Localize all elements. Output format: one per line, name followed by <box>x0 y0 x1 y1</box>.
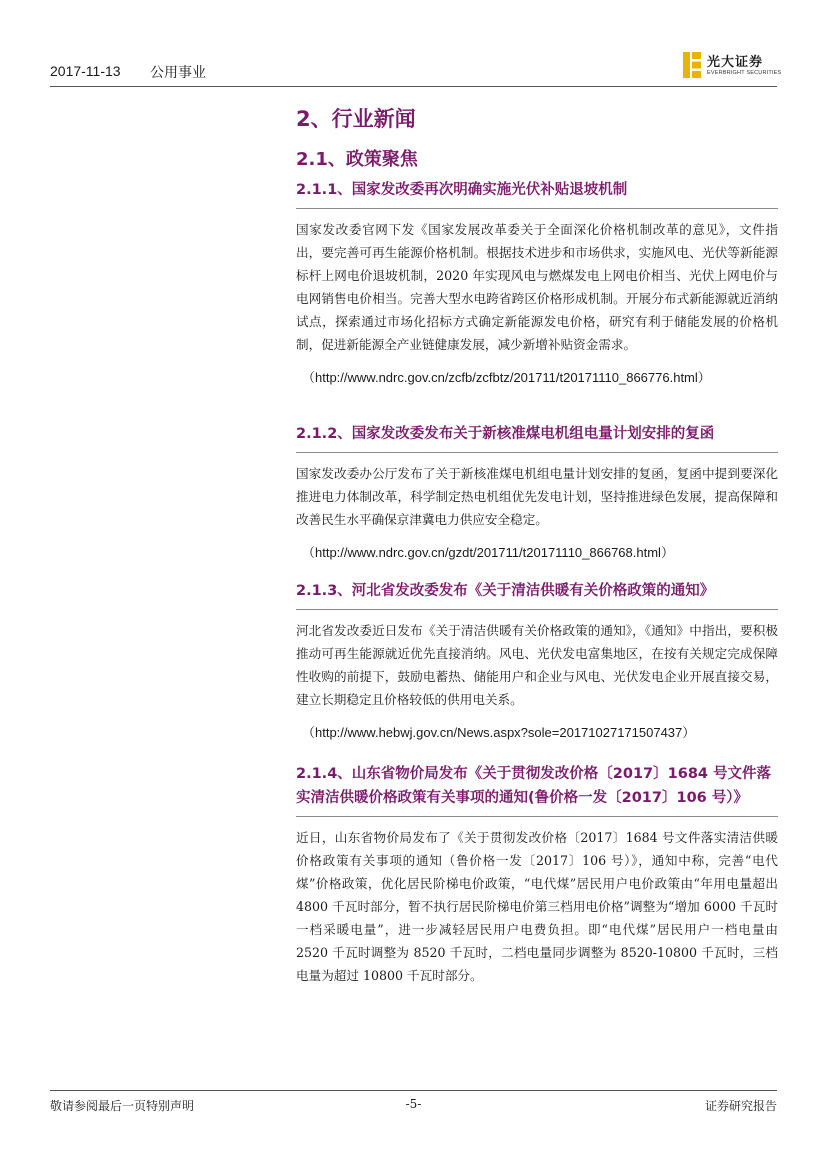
news-title: 2.1.2、国家发改委发布关于新核准煤电机组电量计划安排的复函 <box>296 426 715 442</box>
news-section-1 <box>296 178 778 388</box>
news-title: 2.1.4、山东省物价局发布《关于贯彻发改价格〔2017〕1684 号文件落实清洁供暖价格政策有关事项的通知(鲁价格一发〔2017〕106 号）》 <box>296 766 772 806</box>
news-section-4 <box>296 762 778 987</box>
section-headings <box>296 100 778 173</box>
news-body: 近日，山东省物价局发布了《关于贯彻发改价格〔2017〕1684 号文件落实清洁供暖价格政策有关事项的通知（鲁价格一发〔2017〕106 号）》，通知中称，完善“电代煤”价格政策，优化居民阶梯电价政策，“电代煤”居民用户电价政策由“年用电量超出 4800 千瓦时部分，暂不执行居民阶梯电价第三档用电价格”调整为“增加 6000 千瓦时一档采暖电量”，进一步减轻居民用户电费负担。即“电代煤”居民用户一档电量由 2520 千瓦时调整为 8520 千瓦时，二档电量同步调整为 8520-10800 千瓦时，三档电量为超过 10800 千瓦时部分。 <box>296 830 778 983</box>
news-title: 2.1.1、国家发改委再次明确实施光伏补贴退坡机制 <box>296 182 628 198</box>
header-divider <box>50 86 777 87</box>
news-title: 2.1.3、河北省发改委发布《关于清洁供暖有关价格政策的通知》 <box>296 583 715 599</box>
news-source-url: （http://www.hebwj.gov.cn/News.aspx?sole=20171027171507437） <box>302 725 696 740</box>
heading-policy-focus: 2.1、政策聚焦 <box>296 149 418 170</box>
title-divider <box>296 609 778 610</box>
news-body: 国家发改委官网下发《国家发展改革委关于全面深化价格机制改革的意见》，文件指出，要完善可再生能源价格机制。根据技术进步和市场供求，实施风电、光伏等新能源标杆上网电价退坡机制，2020 年实现风电与燃煤发电上网电价相当、光伏上网电价与电网销售电价相当。完善大型水电跨省跨区价格形成机制。开展分布式新能源就近消纳试点，探索通过市场化招标方式确定新能源发电价格，研究有利于储能发展的价格机制，促进新能源全产业链健康发展，减少新增补贴资金需求。 <box>296 222 778 352</box>
news-source-url: （http://www.ndrc.gov.cn/zcfb/zcfbtz/201711/t20171110_866776.html） <box>302 370 711 385</box>
page-header <box>0 0 827 90</box>
report-date: 2017-11-13 <box>50 63 121 79</box>
news-section-2 <box>296 422 778 563</box>
logo-text-en: EVERBRIGHT SECURITIES <box>707 70 782 76</box>
title-divider <box>296 452 778 453</box>
title-divider <box>296 816 778 817</box>
logo-mark-icon <box>683 52 701 78</box>
news-body: 国家发改委办公厅发布了关于新核准煤电机组电量计划安排的复函，复函中提到要深化推进电力体制改革，科学制定热电机组优先发电计划，坚持推进绿色发展，提高保障和改善民生水平确保京津冀电力供应安全稳定。 <box>296 466 778 527</box>
report-sector: 公用事业 <box>150 65 206 81</box>
title-divider <box>296 208 778 209</box>
footer-divider <box>50 1090 777 1091</box>
disclaimer-note: 敬请参阅最后一页特别声明 <box>50 1099 195 1113</box>
news-body: 河北省发改委近日发布《关于清洁供暖有关价格政策的通知》，《通知》中指出，要积极推动可再生能源就近优先直接消纳。风电、光伏发电富集地区，在按有关规定完成保障性收购的前提下，鼓励电蓄热、储能用户和企业与风电、光伏发电企业开展直接交易，建立长期稳定且价格较低的供用电关系。 <box>296 623 778 707</box>
heading-industry-news: 2、行业新闻 <box>296 107 416 131</box>
news-source-url: （http://www.ndrc.gov.cn/gzdt/201711/t20171110_866768.html） <box>302 545 674 560</box>
news-section-3 <box>296 579 778 743</box>
everbright-logo <box>683 48 783 82</box>
report-type: 证券研究报告 <box>704 1099 777 1113</box>
page-number: -5- <box>405 1097 422 1111</box>
logo-text-cn: 光大证券 <box>707 55 764 70</box>
